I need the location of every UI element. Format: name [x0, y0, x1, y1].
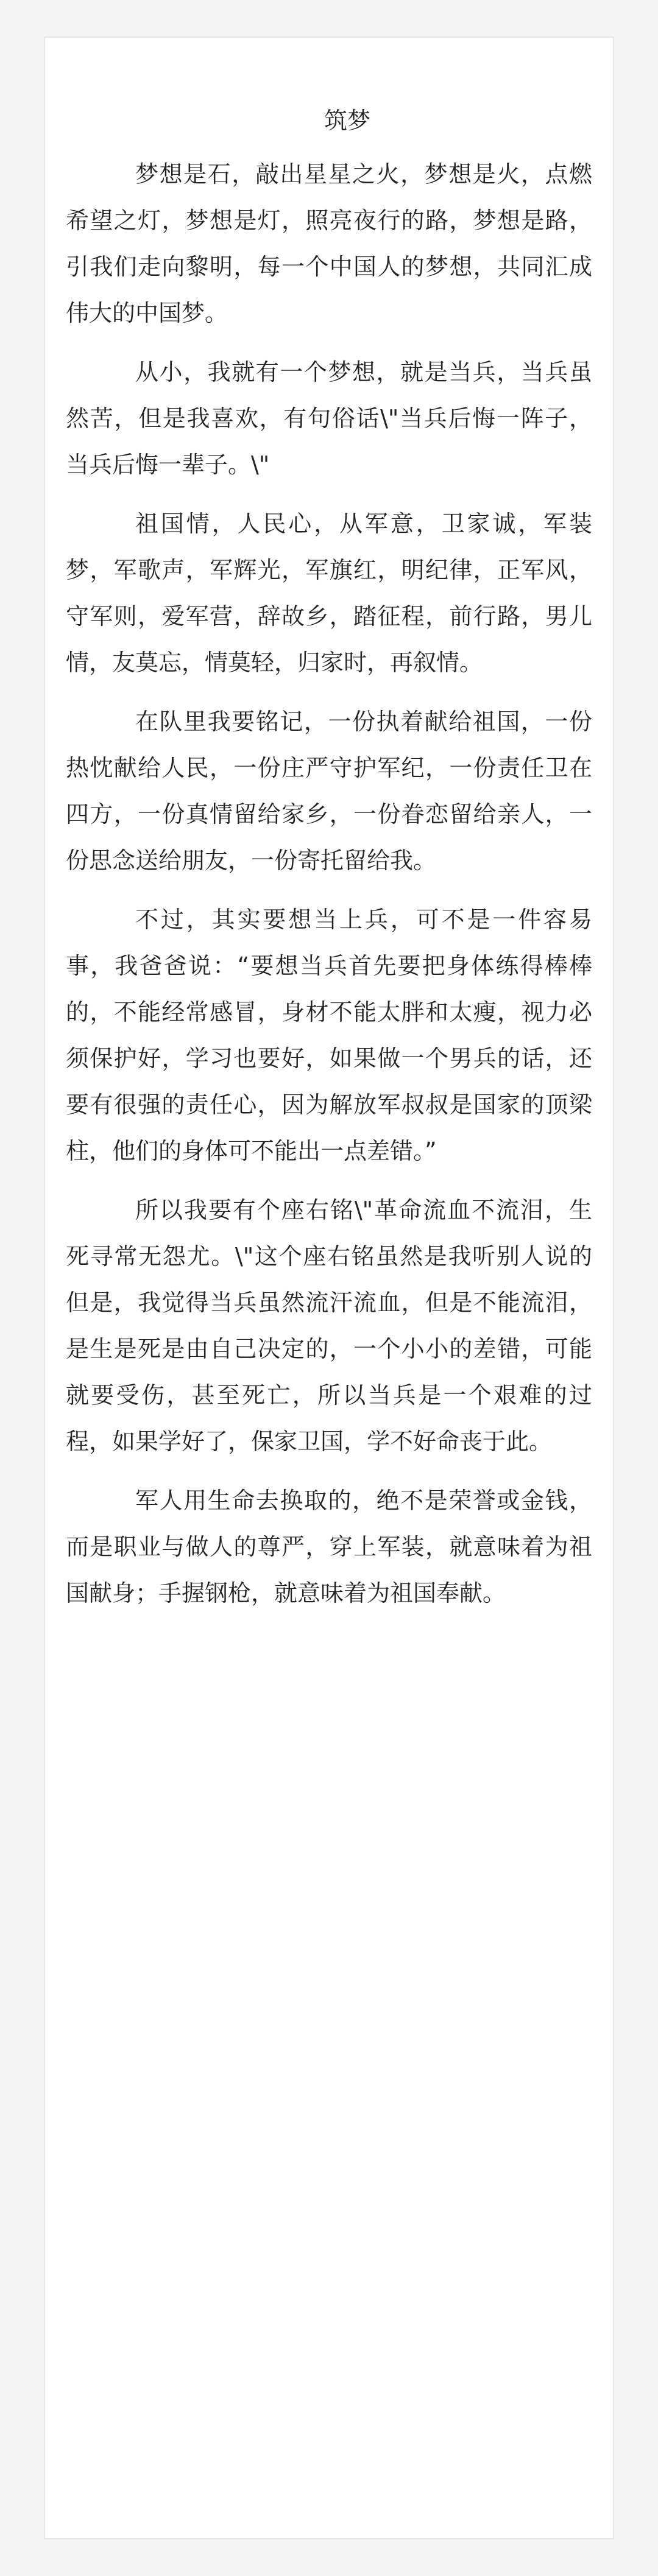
article-paragraph: 梦想是石，敲出星星之火，梦想是火，点燃希望之灯，梦想是灯，照亮夜行的路，梦想是路，引我们走向黎明，每一个中国人的梦想，共同汇成伟大的中国梦。	[66, 161, 592, 326]
article-paragraph: 所以我要有个座右铭\"革命流血不流泪，生死寻常无怨尤。\"这个座右铭虽然是我听别人说的但是，我觉得当兵虽然流汗流血，但是不能流泪，是生是死是由自己决定的，一个小小的差错，可能就要受伤，甚至死亡，所以当兵是一个艰难的过程，如果学好了，保家卫国，学不好命丧于此。	[66, 1197, 592, 1455]
article-title: 筑梦	[324, 107, 370, 134]
article-paragraph: 军人用生命去换取的，绝不是荣誉或金钱，而是职业与做人的尊严，穿上军装，就意味着为祖国献身；手握钢枪，就意味着为祖国奉献。	[66, 1487, 592, 1606]
article	[66, 97, 592, 1629]
article-paragraph: 不过，其实要想当上兵，可不是一件容易事，我爸爸说：“要想当兵首先要把身体练得棒棒的，不能经常感冒，身材不能太胖和太瘦，视力必须保护好，学习也要好，如果做一个男兵的话，还要有很强的责任心，因为解放军叔叔是国家的顶梁柱，他们的身体可不能出一点差错。”	[66, 906, 592, 1164]
article-paragraph: 在队里我要铭记，一份执着献给祖国，一份热忱献给人民，一份庄严守护军纪，一份责任卫在四方，一份真情留给家乡，一份眷恋留给亲人，一份思念送给朋友，一份寄托留给我。	[66, 708, 592, 874]
article-paragraph: 从小，我就有一个梦想，就是当兵，当兵虽然苦，但是我喜欢，有句俗话\"当兵后悔一阵子，当兵后悔一辈子。\"	[66, 359, 592, 478]
article-paragraph: 祖国情，人民心，从军意，卫家诚，军装梦，军歌声，军辉光，军旗红，明纪律，正军风，守军则，爱军营，辞故乡，踏征程，前行路，男儿情，友莫忘，情莫轻，归家时，再叙情。	[66, 510, 592, 676]
